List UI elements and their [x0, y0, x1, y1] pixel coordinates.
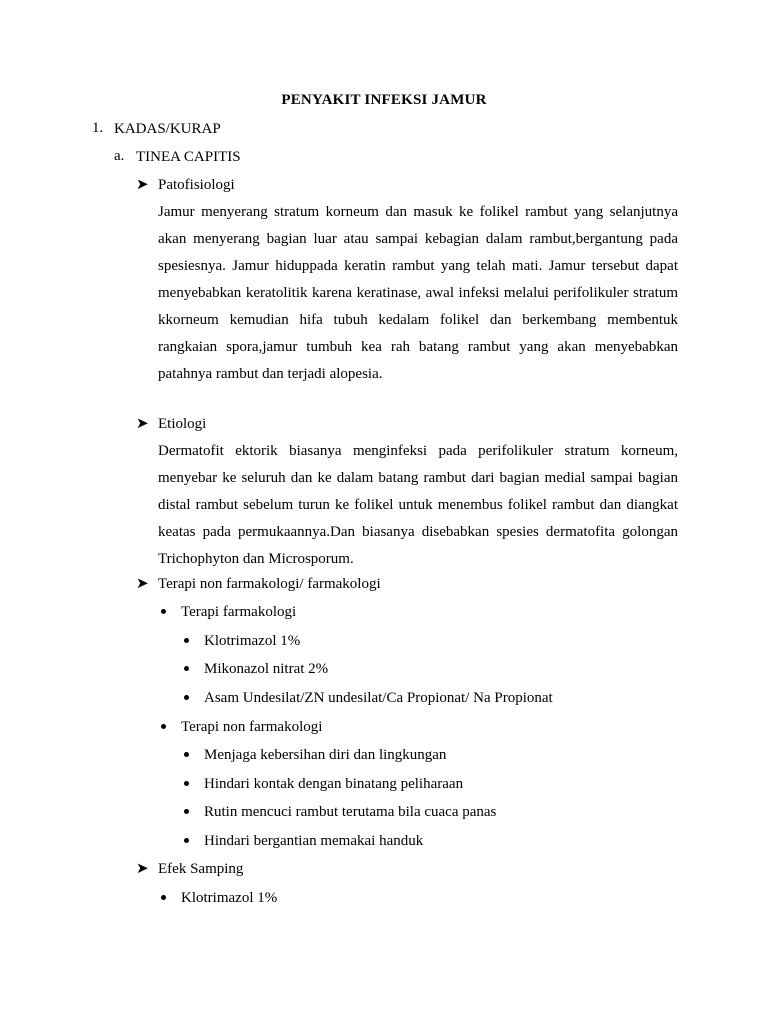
- arrow-bullet-icon: ➤: [136, 576, 149, 592]
- terapi-heading: Terapi non farmakologi/ farmakologi: [158, 576, 381, 592]
- bullet-dot-icon: [184, 781, 189, 786]
- list-item: Asam Undesilat/ZN undesilat/Ca Propionat/ Na Propionat: [204, 690, 553, 706]
- list-item: Hindari bergantian memakai handuk: [204, 833, 424, 849]
- list-item: Mikonazol nitrat 2%: [204, 661, 329, 677]
- list-item: Hindari kontak dengan binatang peliharaan: [204, 776, 464, 792]
- bullet-dot-icon: [161, 724, 166, 729]
- bullet-dot-icon: [184, 809, 189, 814]
- paragraph-line: kkorneum kemudian hifa tubuh kedalam folikel dan berkembang membentuk: [158, 312, 678, 328]
- paragraph-line: distal rambut sebelum turun ke folikel untuk menembus folikel rambut dan diangkat: [158, 497, 678, 513]
- paragraph-line: Dermatofit ektorik biasanya menginfeksi pada perifolikuler stratum korneum,: [158, 443, 678, 459]
- patofisiologi-heading: Patofisiologi: [158, 177, 235, 193]
- paragraph-line: Jamur menyerang stratum korneum dan masuk ke folikel rambut yang selanjutnya: [158, 204, 678, 220]
- etiologi-paragraph: [158, 438, 678, 573]
- etiologi-heading: Etiologi: [158, 416, 207, 432]
- bullet-dot-icon: [184, 695, 189, 700]
- bullet-dot-icon: [161, 895, 166, 900]
- page-title: PENYAKIT INFEKSI JAMUR: [281, 92, 487, 108]
- bullet-dot-icon: [184, 666, 189, 671]
- subsection-letter: a.: [114, 148, 125, 164]
- paragraph-line: akan menyerang bagian luar atau sampai kebagian dalam rambut,bergantung pada: [158, 231, 678, 247]
- section-number: 1.: [92, 120, 104, 136]
- paragraph-line: spesiesnya. Jamur hiduppada keratin rambut yang telah mati. Jamur tersebut dapat: [158, 258, 678, 274]
- bullet-dot-icon: [184, 838, 189, 843]
- list-item: Klotrimazol 1%: [181, 890, 278, 906]
- paragraph-line: menyebabkan keratolitik karena keratinase, awal infeksi melalui perifolikuler stratum: [158, 285, 678, 301]
- list-item: Klotrimazol 1%: [204, 633, 301, 649]
- paragraph-line: rangkaian spora,jamur tumbuh kea rah batang rambut yang akan menyebabkan: [158, 339, 678, 355]
- efek-samping-heading: Efek Samping: [158, 861, 244, 877]
- terapi-farmakologi-label: Terapi farmakologi: [181, 604, 297, 620]
- paragraph-line: keatas pada permukaannya.Dan biasanya disebabkan spesies dermatofita golongan: [158, 524, 678, 540]
- bullet-dot-icon: [161, 609, 166, 614]
- patofisiologi-paragraph: [158, 199, 678, 388]
- list-item: Menjaga kebersihan diri dan lingkungan: [204, 747, 447, 763]
- arrow-bullet-icon: ➤: [136, 416, 149, 432]
- bullet-dot-icon: [184, 638, 189, 643]
- paragraph-line: Trichophyton dan Microsporum.: [158, 551, 354, 567]
- paragraph-line: menyebar ke seluruh dan ke dalam batang rambut dari bagian medial sampai bagian: [158, 470, 678, 486]
- arrow-bullet-icon: ➤: [136, 861, 149, 877]
- arrow-bullet-icon: ➤: [136, 177, 149, 193]
- terapi-non-farmakologi-label: Terapi non farmakologi: [181, 719, 323, 735]
- subsection-heading: TINEA CAPITIS: [136, 149, 241, 165]
- paragraph-line: patahnya rambut dan terjadi alopesia.: [158, 366, 383, 382]
- list-item: Rutin mencuci rambut terutama bila cuaca panas: [204, 804, 497, 820]
- bullet-dot-icon: [184, 752, 189, 757]
- section-heading: KADAS/KURAP: [114, 121, 221, 137]
